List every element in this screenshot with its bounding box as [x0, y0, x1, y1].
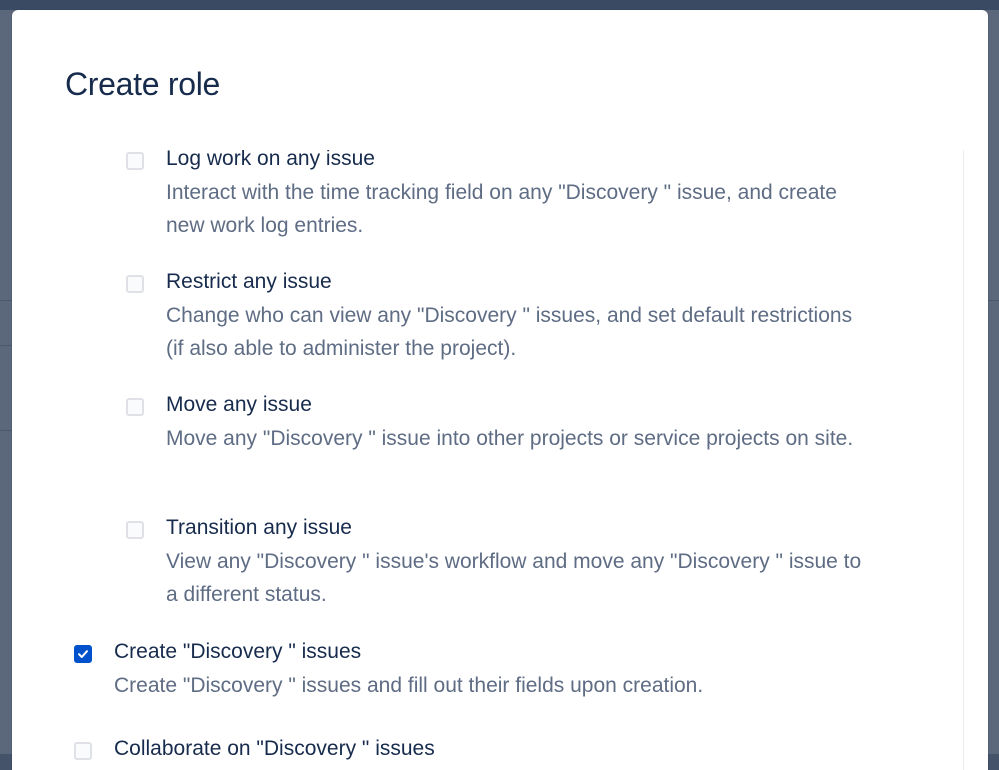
- permission-title: Collaborate on "Discovery " issues: [114, 737, 435, 760]
- collaborate-checkbox[interactable]: [74, 742, 92, 760]
- permission-title: Restrict any issue: [166, 270, 332, 293]
- permission-text: [166, 391, 866, 455]
- restrict-checkbox[interactable]: [126, 275, 144, 293]
- permissions-scroll-area[interactable]: [12, 150, 964, 770]
- background-divider: [987, 300, 999, 301]
- permission-title: Create "Discovery " issues: [114, 640, 362, 663]
- dialog-title: Create role: [65, 66, 220, 102]
- log-work-checkbox[interactable]: [126, 152, 144, 170]
- transition-checkbox[interactable]: [126, 521, 144, 539]
- permission-title: Transition any issue: [166, 516, 352, 539]
- permission-text: [166, 514, 866, 611]
- move-checkbox[interactable]: [126, 398, 144, 416]
- background-divider: [0, 430, 12, 431]
- permission-text: [166, 150, 866, 242]
- permission-text: [166, 268, 866, 365]
- permission-text: [114, 735, 814, 763]
- background-divider: [0, 345, 12, 346]
- permission-text: [114, 638, 814, 702]
- permission-description: Create "Discovery " issues and fill out their fields upon creation.: [114, 674, 704, 697]
- create-issues-checkbox[interactable]: [74, 645, 92, 663]
- scrollbar-track[interactable]: [963, 150, 964, 770]
- permission-description: Change who can view any "Discovery " issues, and set default restrictions (if also able to administer the project).: [166, 304, 853, 360]
- checkmark-icon: [77, 648, 89, 660]
- permission-title: Log work on any issue: [166, 150, 375, 170]
- create-role-dialog: [12, 10, 988, 770]
- permission-title: Move any issue: [166, 393, 312, 416]
- permission-description: Interact with the time tracking field on any "Discovery " issue, and create new work log entries.: [166, 181, 837, 237]
- background-divider: [0, 300, 12, 301]
- permission-description: Move any "Discovery " issue into other projects or service projects on site.: [166, 427, 854, 450]
- background-topbar: [0, 0, 999, 10]
- permission-description: View any "Discovery " issue's workflow and move any "Discovery " issue to a different status.: [166, 550, 862, 606]
